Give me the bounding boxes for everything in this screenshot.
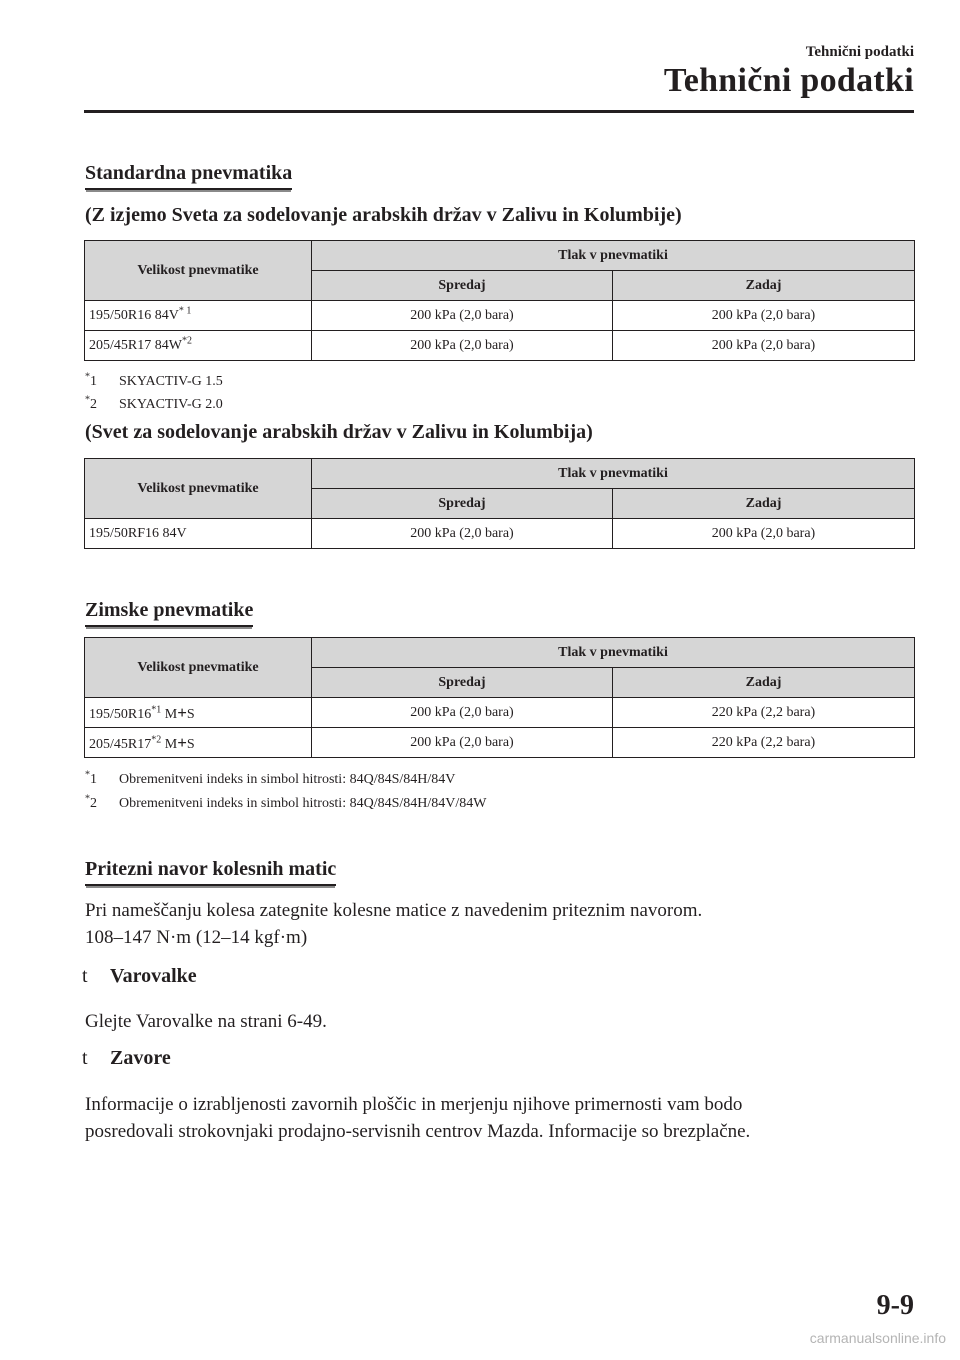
footnote: *1 Obremenitveni indeks in simbol hitrosti: 84Q/84S/84H/84V	[85, 769, 456, 787]
col-header-size: Velikost pnevmatike	[85, 459, 312, 519]
footnote: *1 SKYACTIV-G 1.5	[85, 371, 223, 389]
brakes-text: Informacije o izrabljenosti zavornih ploščic in merjenju njihove primernosti vam bodo posredovali strokovnjaki prodajno-servisnih centrov Mazda. Informacije so brezplačne.	[85, 1094, 751, 1142]
tyre-size-cell: 195/50R16$^{*1}$ M+S	[85, 698, 312, 728]
col-header-pressure: Tlak v pnevmatiki	[312, 638, 915, 668]
col-header-front: Spredaj	[312, 489, 613, 519]
gcc-tyre-table	[84, 458, 915, 549]
plus-icon: +	[177, 702, 187, 722]
front-pressure-cell: 200 kPa (2,0 bara)	[312, 331, 613, 361]
bullet-icon: t	[82, 1047, 88, 1069]
col-header-size: Velikost pnevmatike	[85, 638, 312, 698]
front-pressure-cell: 200 kPa (2,0 bara)	[312, 728, 613, 758]
rear-pressure-cell: 220 kPa (2,2 bara)	[613, 728, 915, 758]
col-header-rear: Zadaj	[613, 668, 915, 698]
page-number: 9-9	[876, 1290, 914, 1321]
fuses-heading: t Varovalke	[82, 965, 197, 987]
table-row	[85, 698, 915, 728]
brakes-heading: t Zavore	[82, 1047, 171, 1069]
subtitle-gcc: (Svet za sodelovanje arabskih držav v Zalivu in Kolumbija)	[85, 421, 593, 443]
rear-pressure-cell: 200 kPa (2,0 bara)	[613, 331, 915, 361]
tyre-size-cell: 205/45R17 $84W^{*2}$	[85, 331, 312, 361]
front-pressure-cell: 200 kPa (2,0 bara)	[312, 519, 613, 549]
col-header-rear: Zadaj	[613, 271, 915, 301]
table-row	[85, 519, 915, 549]
col-header-size: Velikost pnevmatike	[85, 241, 312, 301]
bullet-icon: t	[82, 965, 88, 987]
section-title-standard: Standardna pnevmatika	[85, 162, 292, 190]
col-header-rear: Zadaj	[613, 489, 915, 519]
table-row	[85, 301, 915, 331]
tyre-size-cell: 195/50RF16 84V	[85, 519, 312, 549]
fuses-text: Glejte Varovalke na strani 6-49.	[85, 1011, 327, 1032]
section-title-torque: Pritezni navor kolesnih matic	[85, 858, 336, 886]
torque-text: Pri nameščanju kolesa zategnite kolesne matice z navedenim priteznim navorom. 108–147 N·m (12–14 kgf·m)	[85, 900, 703, 948]
tyre-size-cell: 205/45R17$^{*2}$ M+S	[85, 728, 312, 758]
tyre-size-cell: 195/50R16 $84V^{* 1}$	[85, 301, 312, 331]
header-rule	[84, 110, 914, 113]
col-header-front: Spredaj	[312, 271, 613, 301]
chapter-title: Tehnični podatki	[663, 62, 914, 99]
table-row	[85, 331, 915, 361]
section-title-winter: Zimske pnevmatike	[85, 599, 253, 627]
subtitle-non-gcc: (Z izjemo Sveta za sodelovanje arabskih držav v Zalivu in Kolumbije)	[85, 204, 682, 226]
front-pressure-cell: 200 kPa (2,0 bara)	[312, 698, 613, 728]
table-row	[85, 728, 915, 758]
running-header: Tehnični podatki	[805, 44, 914, 60]
front-pressure-cell: 200 kPa (2,0 bara)	[312, 301, 613, 331]
col-header-front: Spredaj	[312, 668, 613, 698]
rear-pressure-cell: 200 kPa (2,0 bara)	[613, 301, 915, 331]
rear-pressure-cell: 200 kPa (2,0 bara)	[613, 519, 915, 549]
winter-tyre-table	[84, 637, 915, 758]
footnote: *2 SKYACTIV-G 2.0	[85, 394, 223, 412]
plus-icon: +	[177, 732, 187, 752]
standard-tyre-table	[84, 240, 915, 361]
col-header-pressure: Tlak v pnevmatiki	[312, 241, 915, 271]
rear-pressure-cell: 220 kPa (2,2 bara)	[613, 698, 915, 728]
watermark: carmanualsonline.info	[809, 1330, 946, 1346]
footnote: *2 Obremenitveni indeks in simbol hitrosti: 84Q/84S/84H/84V/84W	[85, 793, 487, 811]
col-header-pressure: Tlak v pnevmatiki	[312, 459, 915, 489]
